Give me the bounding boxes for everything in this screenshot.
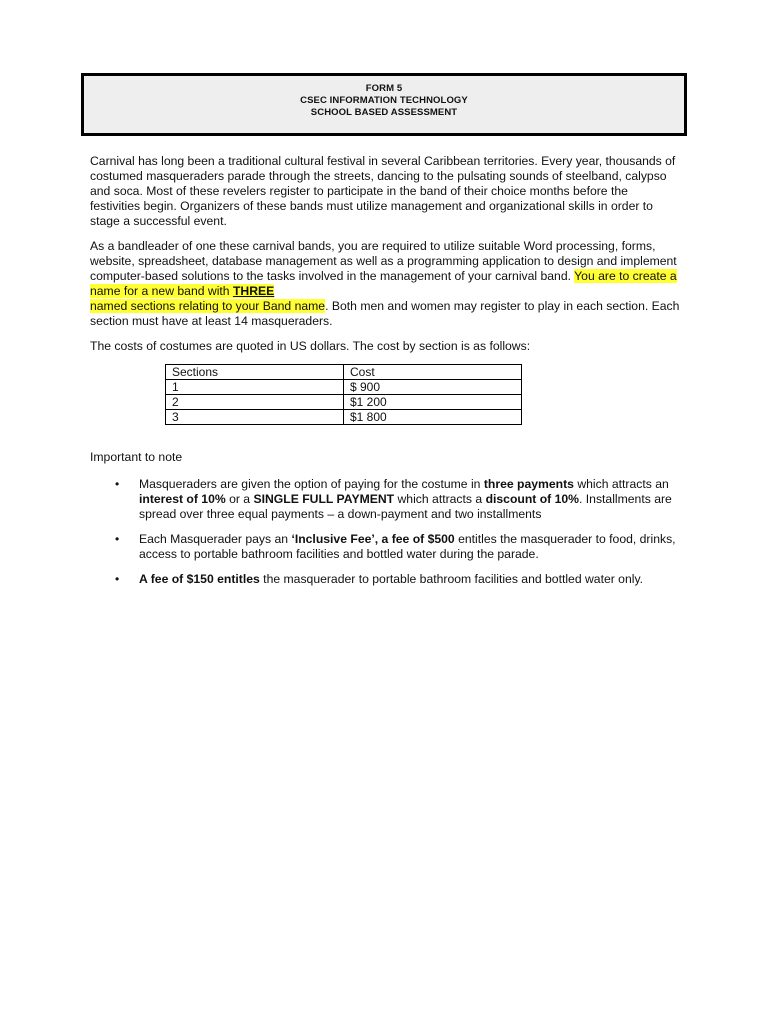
highlight-three: THREE [232, 284, 275, 298]
task-text-2: . Both men and women may register to play in each section. Each section must have at least 14 masqueraders. [90, 299, 680, 328]
list-item [90, 532, 680, 562]
note-bold: three payments [483, 477, 574, 491]
table-row [166, 380, 522, 395]
highlight-text-a: You are to create a name for a new band with [90, 269, 677, 298]
table-cell-cost: $ 900 [344, 380, 522, 395]
header-assessment: SCHOOL BASED ASSESSMENT [310, 107, 458, 118]
table-cell-cost: $1 200 [344, 395, 522, 410]
highlight-text-c: named sections relating to your Band name [90, 299, 326, 313]
note-text: Each Masquerader pays an [139, 532, 292, 546]
costs-table [165, 364, 522, 425]
note-text: which attracts an [573, 477, 669, 491]
costs-paragraph: The costs of costumes are quoted in US dollars. The cost by section is as follows: [90, 339, 531, 353]
note-bold: ‘Inclusive Fee’, a fee of $500 [291, 532, 455, 546]
intro-paragraph: Carnival has long been a traditional cultural festival in several Caribbean territories. Every year, thousands of costumed masqueraders parade through the streets, dancing to the pulsating sounds of steelband, calypso and soca. Most of these revelers register to participate in the band of their choice months before the festivities begin. Organizers of these bands must utilize management and organizational skills in order to stage a successful event. [90, 154, 676, 228]
header-subject: CSEC INFORMATION TECHNOLOGY [300, 95, 468, 106]
header-form: FORM 5 [365, 83, 403, 94]
note-bold: discount of 10% [485, 492, 580, 506]
note-text: Masqueraders are given the option of paying for the costume in [139, 477, 484, 491]
important-note-title: Important to note [90, 450, 183, 464]
task-text-1: As a bandleader of one these carnival bands, you are required to utilize suitable Word processing, forms, website, spreadsheet, database management as well as a programming application to design and implement computer-based solutions to the tasks involved in the management of your carnival band. [90, 239, 677, 283]
table-cell-section: 2 [166, 395, 344, 410]
bullet-icon: • [115, 532, 120, 546]
table-cell-cost: $1 800 [344, 410, 522, 425]
table-row [166, 410, 522, 425]
table-header-sections: Sections [166, 365, 344, 380]
note-text: which attracts a [394, 492, 486, 506]
note-text: or a [225, 492, 254, 506]
table-header-cost: Cost [344, 365, 522, 380]
list-item [90, 477, 680, 522]
table-header-row [166, 365, 522, 380]
document-body [90, 154, 680, 597]
note-text: . Installments are spread over three equal payments – a down-payment and two installments [139, 492, 672, 521]
note-bold: interest of 10% [139, 492, 226, 506]
bullet-icon: • [115, 572, 120, 586]
note-bold: SINGLE FULL PAYMENT [253, 492, 395, 506]
note-text: entitles the masquerader to food, drinks, access to portable bathroom facilities and bottled water during the parade. [139, 532, 676, 561]
list-item [90, 572, 680, 587]
document-header [81, 73, 687, 136]
bullet-icon: • [115, 477, 120, 491]
note-text: the masquerader to portable bathroom facilities and bottled water only. [259, 572, 644, 586]
table-cell-section: 1 [166, 380, 344, 395]
task-paragraph [90, 239, 680, 329]
table-cell-section: 3 [166, 410, 344, 425]
notes-list [90, 477, 680, 587]
table-row [166, 395, 522, 410]
note-bold: A fee of $150 entitles [139, 572, 260, 586]
